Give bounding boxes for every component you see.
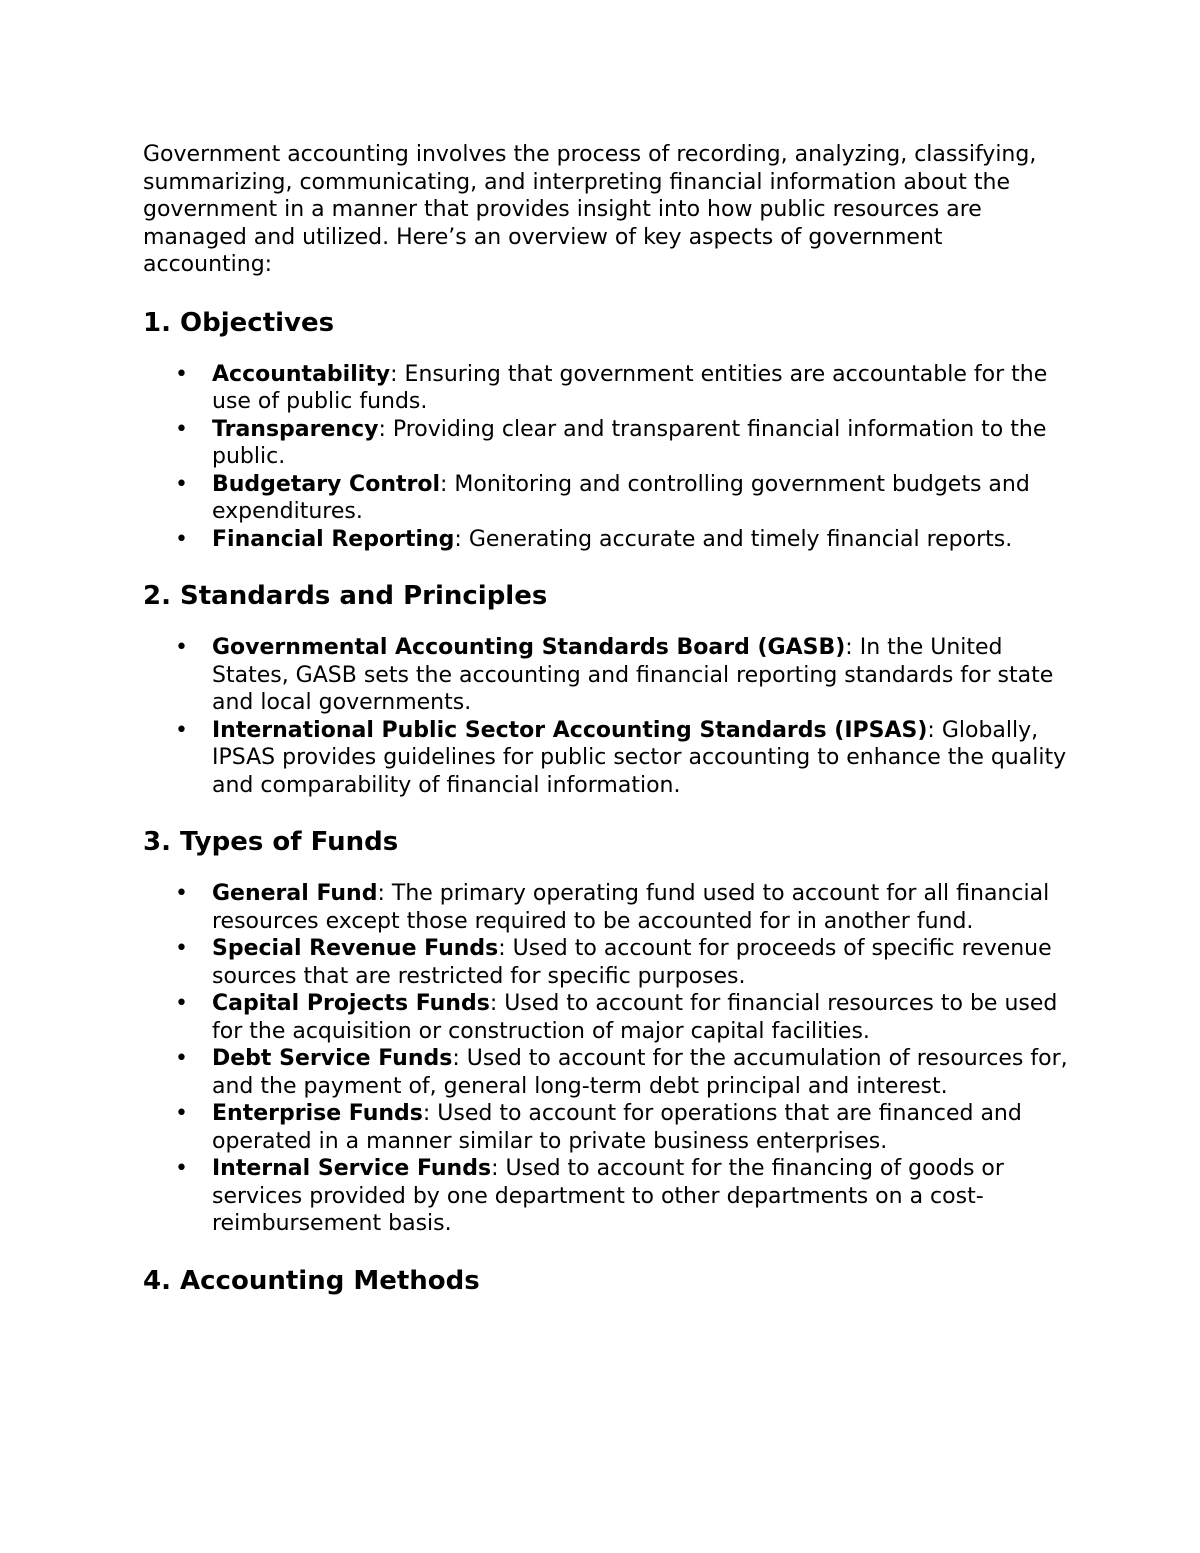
definition: : Globally, IPSAS provides guidelines for public sector accounting to enhance the quality and comparability of financial information. — [212, 717, 1067, 798]
definition: : Used to account for the accumulation of resources for, and the payment of, general long-term debt principal and interest. — [212, 1046, 1068, 1099]
term: Governmental Accounting Standards Board (GASB) — [212, 635, 846, 660]
term: Internal Service Funds — [212, 1156, 492, 1181]
list-item — [143, 1100, 1073, 1155]
document-page — [143, 141, 1073, 1319]
bullet-icon: • — [175, 1046, 188, 1071]
bullet-icon: • — [175, 1156, 188, 1181]
definition: : Generating accurate and timely financial reports. — [454, 526, 1013, 552]
definition: : In the United States, GASB sets the accounting and financial reporting standards for state and local governments. — [212, 635, 1054, 715]
definition: : Providing clear and transparent financial information to the public. — [212, 416, 1047, 469]
term: Capital Projects Funds — [212, 991, 490, 1016]
list-item — [143, 471, 1073, 526]
definition: : Used to account for financial resources to be used for the acquisition or construction of major capital facilities. — [212, 991, 1058, 1044]
term: Enterprise Funds — [212, 1101, 423, 1126]
list-item — [143, 416, 1073, 471]
section-heading-accounting-methods: 4. Accounting Methods — [143, 1265, 480, 1296]
bullet-icon: • — [175, 416, 188, 442]
definition: : Ensuring that government entities are accountable for the use of public funds. — [212, 361, 1048, 414]
term: Budgetary Control — [212, 471, 441, 497]
term: General Fund — [212, 881, 378, 906]
definition: : Used to account for the financing of goods or services provided by one department to other departments on a cost-reimbursement basis. — [212, 1156, 1004, 1236]
term: International Public Sector Accounting Standards (IPSAS) — [212, 717, 928, 743]
term: Transparency — [212, 416, 379, 442]
bullet-icon: • — [175, 635, 188, 660]
term: Accountability — [212, 361, 391, 387]
bullet-icon: • — [175, 936, 188, 961]
funds-list — [143, 880, 1073, 1238]
section-heading-standards: 2. Standards and Principles — [143, 581, 548, 611]
definition: : Used to account for operations that are financed and operated in a manner similar to private business enterprises. — [212, 1101, 1022, 1154]
section-heading-objectives: 1. Objectives — [143, 307, 335, 338]
bullet-icon: • — [175, 471, 188, 497]
bullet-icon: • — [175, 361, 188, 387]
list-item — [143, 1045, 1073, 1100]
list-item — [143, 990, 1073, 1045]
list-item — [143, 1155, 1073, 1238]
definition: : Monitoring and controlling government budgets and expenditures. — [212, 471, 1030, 524]
bullet-icon: • — [175, 1101, 188, 1126]
bullet-icon: • — [175, 881, 188, 906]
list-item — [143, 880, 1073, 935]
bullet-icon: • — [175, 717, 188, 743]
list-item — [143, 717, 1073, 800]
definition: : Used to account for proceeds of specific revenue sources that are restricted for specific purposes. — [212, 936, 1052, 989]
list-item — [143, 634, 1073, 717]
list-item — [143, 361, 1073, 416]
term: Special Revenue Funds — [212, 936, 499, 961]
bullet-icon: • — [175, 991, 188, 1016]
intro-paragraph: Government accounting involves the process of recording, analyzing, classifying, summarizing, communicating, and interpreting financial information about the government in a manner that provides insight into how public resources are managed and utilized. Here’s an overview of key aspects of government accounting: — [143, 142, 1037, 277]
definition: : The primary operating fund used to account for all financial resources except those required to be accounted for in another fund. — [212, 881, 1050, 934]
objectives-list — [143, 361, 1073, 554]
standards-list — [143, 634, 1073, 799]
term: Financial Reporting — [212, 526, 455, 552]
list-item — [143, 526, 1073, 554]
list-item — [143, 935, 1073, 990]
bullet-icon: • — [175, 526, 188, 552]
term: Debt Service Funds — [212, 1046, 453, 1071]
section-heading-types-of-funds: 3. Types of Funds — [143, 827, 399, 857]
